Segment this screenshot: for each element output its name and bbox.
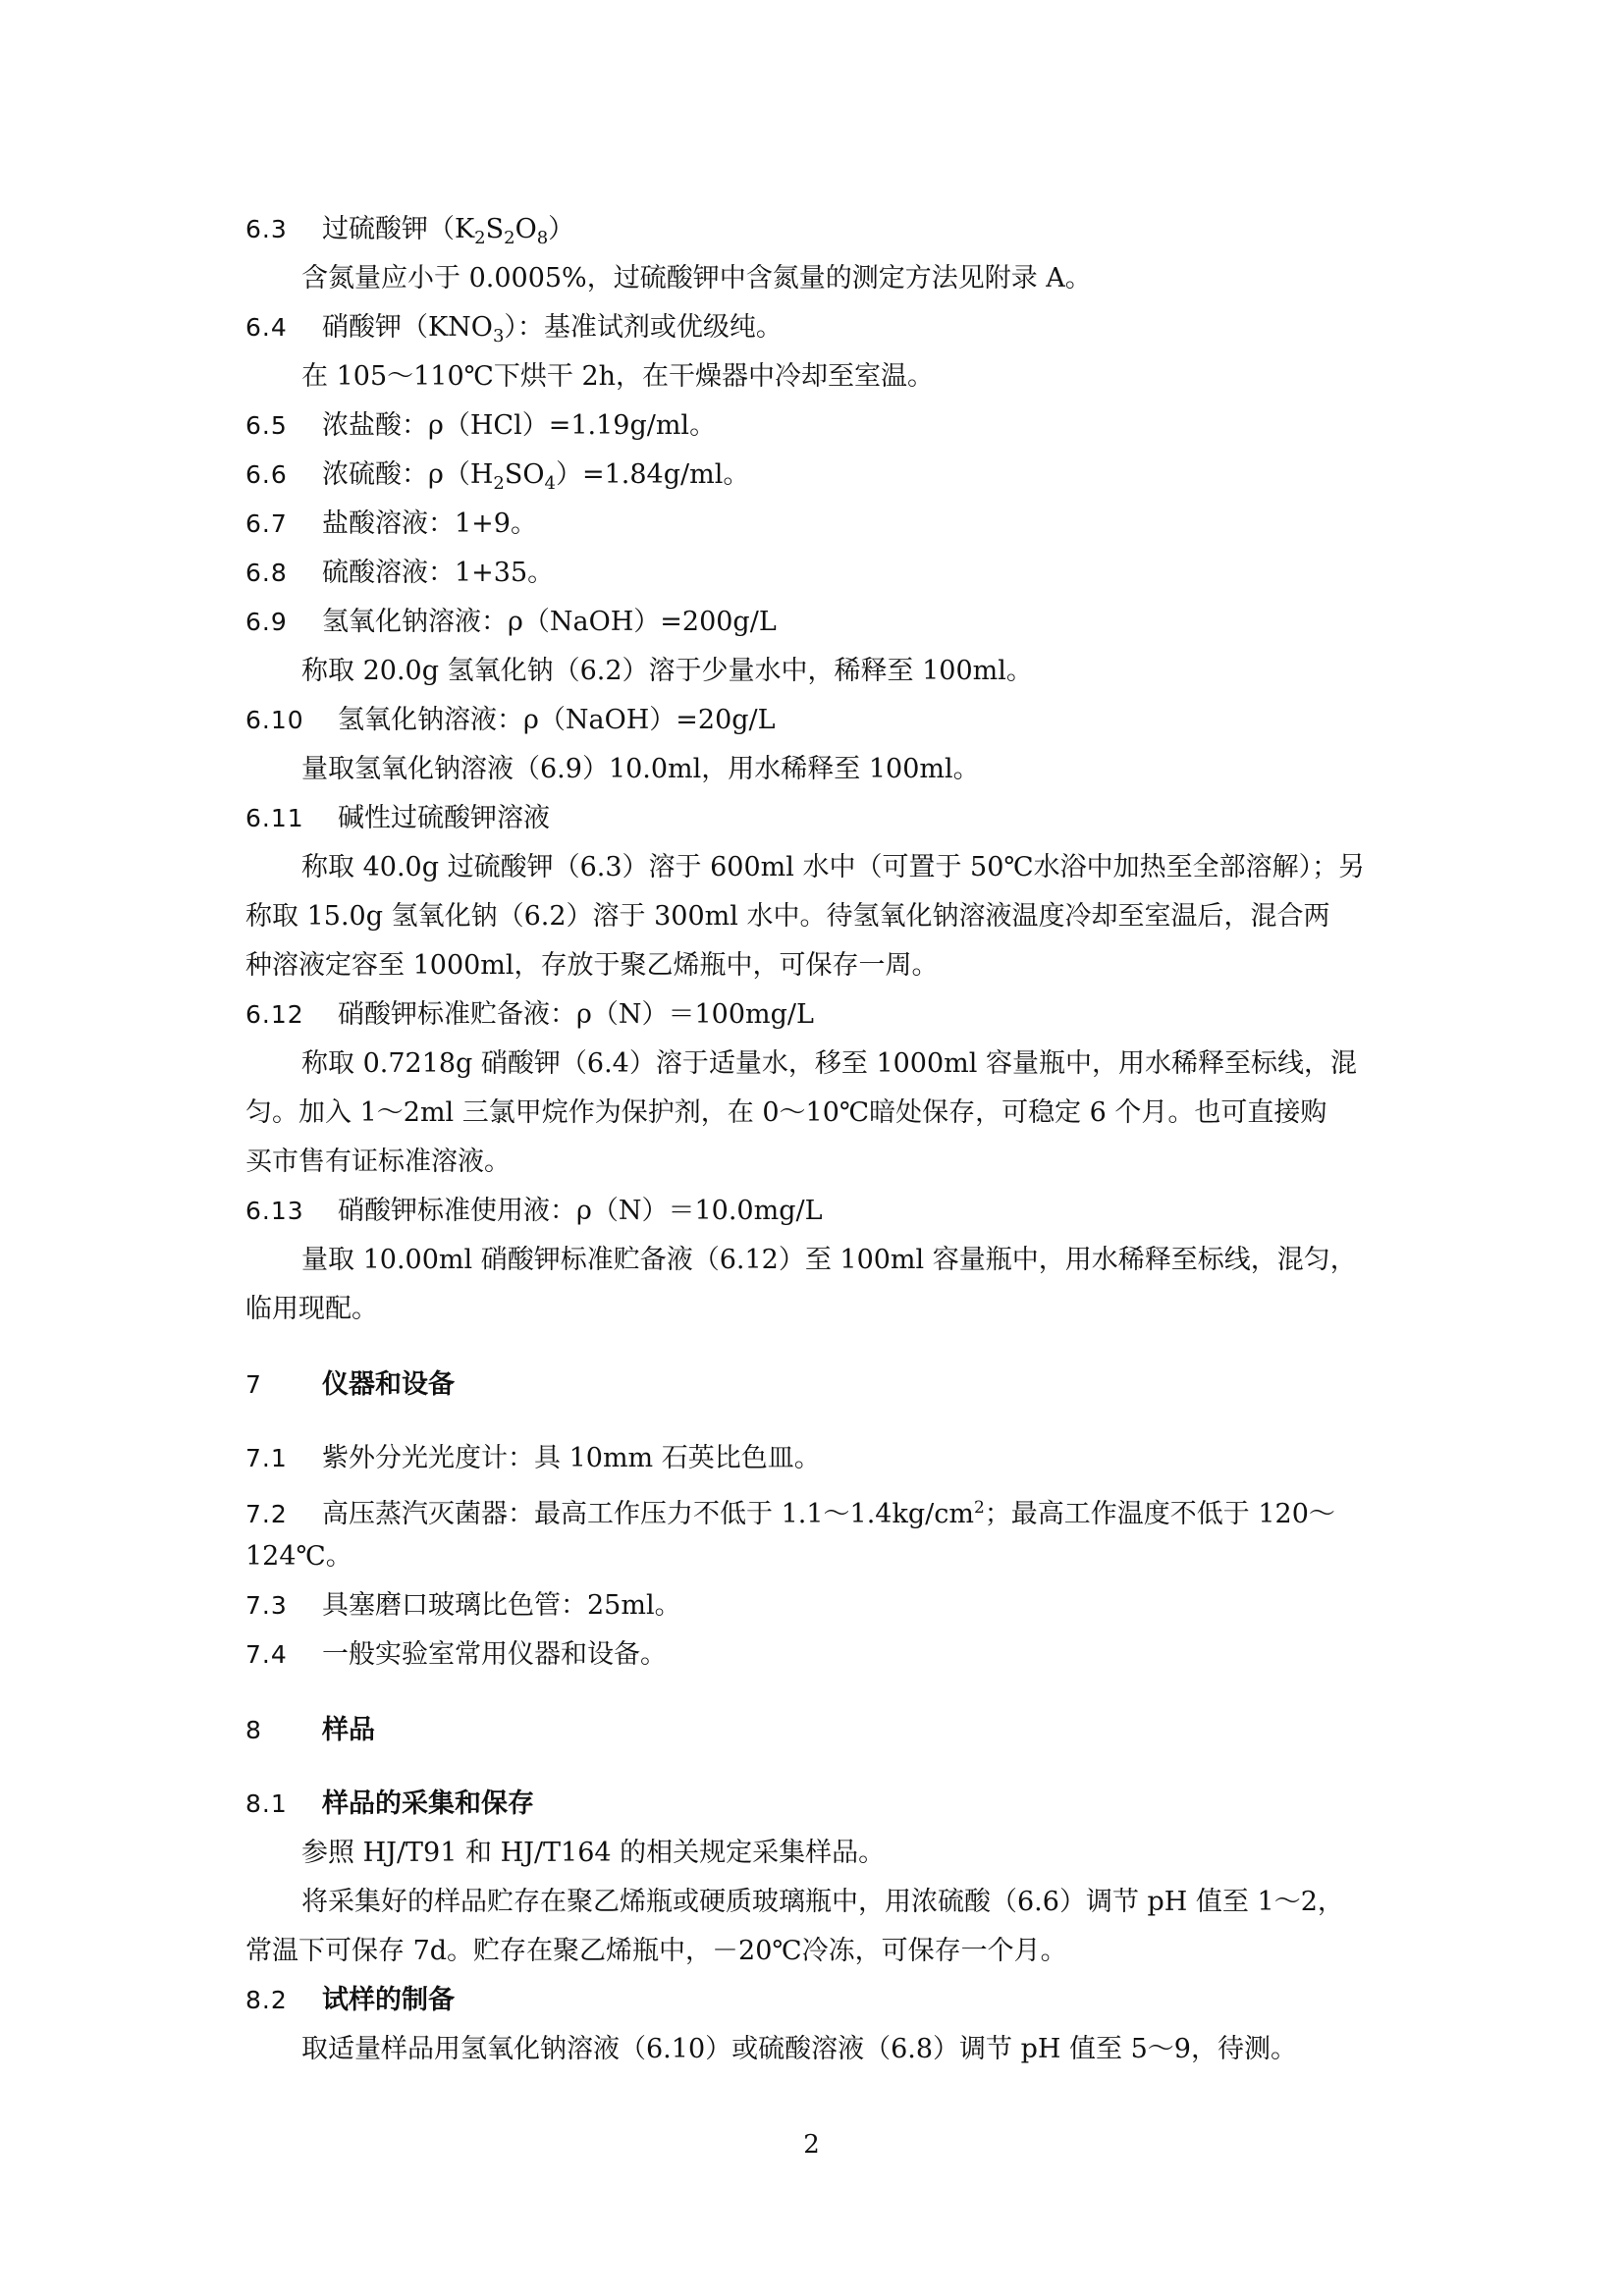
clause-number: 6.12 (245, 1000, 304, 1029)
clause-6-9: 6.9 氢氧化钠溶液：ρ（NaOH）=200g/L (245, 598, 777, 647)
clause-7-4: 7.4 一般实验室常用仪器和设备。 (245, 1630, 667, 1680)
paragraph: 将采集好的样品贮存在聚乙烯瓶或硬质玻璃瓶中，用浓硫酸（6.6）调节 pH 值至 1～2， (301, 1887, 1344, 1917)
clause-6-8: 6.8 硫酸溶液：1+35。 (245, 549, 554, 598)
clause-6-10: 6.10 氢氧化钠溶液：ρ（NaOH）=20g/L (245, 696, 776, 745)
clause-6-3: 6.3 过硫酸钾$(K_2S_2O_8)$ (245, 205, 574, 254)
clause-number: 6.13 (245, 1197, 304, 1225)
paragraph: 称取 0.7218g 硝酸钾（6.4）溶于适量水，移至 1000ml 容量瓶中，用水稀释至标线，混 (301, 1048, 1357, 1079)
clause-6-6: 6.6 浓硫酸：$\rho(H_2SO_4)=1.84g/ml$。 (245, 451, 749, 500)
section-8-heading: 8 样品 (245, 1706, 375, 1755)
paragraph: 参照 HJ/T91 和 HJ/T164 的相关规定采集样品。 (301, 1838, 886, 1868)
clause-number: 6.11 (245, 804, 304, 832)
clause-6-13: 6.13 硝酸钾标准使用液：ρ（N）＝10.0mg/L (245, 1187, 823, 1236)
paragraph: 临用现配。 (245, 1294, 378, 1324)
clause-7-3: 7.3 具塞磨口玻璃比色管：25ml。 (245, 1581, 681, 1630)
section-7-heading: 7 仪器和设备 (245, 1361, 455, 1410)
clause-6-5: 6.5 浓盐酸：ρ（HCl）=1.19g/ml。 (245, 401, 716, 451)
clause-number: 7.2 (245, 1500, 288, 1528)
clause-number: 6.4 (245, 313, 288, 342)
clause-number: 6.8 (245, 559, 288, 587)
paragraph: 称取 40.0g 过硫酸钾（6.3）溶于 600ml 水中（可置于 50℃水浴中加热至全部溶解）；另 (301, 852, 1366, 882)
paragraph: 匀。加入 1～2ml 三氯甲烷作为保护剂，在 0～10℃暗处保存，可稳定 6 个月。也可直接购 (245, 1097, 1327, 1128)
paragraph: 在 105～110℃下烘干 2h，在干燥器中冷却至室温。 (301, 361, 935, 392)
clause-number: 7.4 (245, 1640, 288, 1669)
paragraph: 含氮量应小于 0.0005%，过硫酸钾中含氮量的测定方法见附录 A。 (301, 263, 1092, 294)
clause-7-2: 7.2 高压蒸汽灭菌器：最高工作压力不低于 $1.1\sim 1.4kg/cm^2$；最高工作温度不低于 120～ (245, 1483, 1335, 1532)
clause-number: 6.6 (245, 460, 288, 489)
paragraph: 量取氢氧化钠溶液（6.9）10.0ml，用水稀释至 100ml。 (301, 754, 980, 784)
clause-number: 6.10 (245, 706, 304, 734)
clause-number: 6.3 (245, 215, 288, 243)
page-number: 2 (803, 2130, 820, 2160)
clause-6-12: 6.12 硝酸钾标准贮备液：ρ（N）＝100mg/L (245, 990, 814, 1040)
clause-8-2-heading: 8.2 试样的制备 (245, 1976, 455, 2025)
paragraph: 取适量样品用氢氧化钠溶液（6.10）或硫酸溶液（6.8）调节 pH 值至 5～9，待测。 (301, 2034, 1297, 2064)
clause-number: 7.3 (245, 1591, 288, 1620)
clause-number: 6.9 (245, 608, 288, 636)
clause-number: 6.5 (245, 411, 288, 440)
clause-7-1: 7.1 紫外分光光度计：具 10mm 石英比色皿。 (245, 1434, 821, 1483)
paragraph: 种溶液定容至 1000ml，存放于聚乙烯瓶中，可保存一周。 (245, 950, 939, 981)
paragraph: 常温下可保存 7d。贮存在聚乙烯瓶中，－20℃冷冻，可保存一个月。 (245, 1936, 1067, 1966)
paragraph: 称取 15.0g 氢氧化钠（6.2）溶于 300ml 水中。待氢氧化钠溶液温度冷却至室温后，混合两 (245, 901, 1330, 932)
clause-number: 6.7 (245, 509, 288, 538)
section-number: 7 (245, 1370, 262, 1399)
clause-6-11: 6.11 碱性过硫酸钾溶液 (245, 794, 550, 843)
section-number: 8 (245, 1716, 262, 1744)
paragraph: 称取 20.0g 氢氧化钠（6.2）溶于少量水中，稀释至 100ml。 (301, 656, 1033, 686)
clause-6-7: 6.7 盐酸溶液：1+9。 (245, 500, 537, 549)
clause-number: 8.1 (245, 1789, 288, 1818)
clause-number: 8.2 (245, 1986, 288, 2014)
paragraph: 量取 10.00ml 硝酸钾标准贮备液（6.12）至 100ml 容量瓶中，用水稀释至标线，混匀， (301, 1245, 1357, 1275)
paragraph: 124℃。 (245, 1541, 352, 1572)
clause-8-1-heading: 8.1 样品的采集和保存 (245, 1780, 534, 1829)
clause-6-4: 6.4 硝酸钾$(KNO_3)$：基准试剂或优级纯。 (245, 303, 783, 352)
paragraph: 买市售有证标准溶液。 (245, 1147, 511, 1177)
clause-number: 7.1 (245, 1444, 288, 1472)
